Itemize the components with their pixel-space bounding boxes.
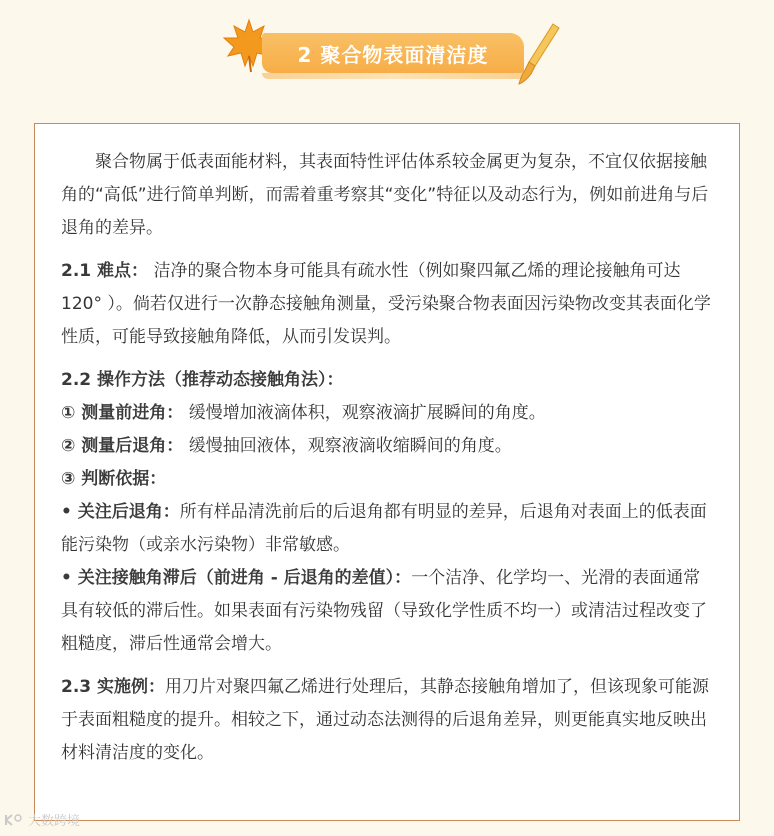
- section-2-3: [61, 671, 717, 770]
- step-2-text: 缓慢抽回液体，观察液滴收缩瞬间的角度。: [183, 436, 512, 456]
- intro-paragraph: 聚合物属于低表面能材料，其表面特性评估体系较金属更为复杂，不宜仅依据接触角的“高低”进行简单判断，而需着重考察其“变化”特征以及动态行为，例如前进角与后退角的差异。: [61, 152, 709, 238]
- section-title-banner: [262, 33, 524, 73]
- section-2-1-label: 2.1 难点：: [61, 261, 149, 281]
- step-2: [61, 430, 717, 463]
- bullet-2-text: 一个洁净、化学均一、光滑的表面通常具有较低的滞后性。如果表面有污染物残留（导致化学性质不均一）或清洁过程改变了粗糙度，滞后性通常会增大。: [61, 568, 707, 654]
- section-2-1: [61, 255, 717, 354]
- content-card: [34, 123, 740, 821]
- section-header: [0, 0, 774, 110]
- section-2-2-heading: 2.2 操作方法（推荐动态接触角法）：: [61, 370, 344, 390]
- step-1-label: ① 测量前进角：: [61, 403, 184, 423]
- bullet-2-label: • 关注接触角滞后（前进角 - 后退角的差值）：: [61, 568, 412, 588]
- bullet-1-label: • 关注后退角：: [61, 502, 180, 522]
- section-title: 2 聚合物表面清洁度: [297, 42, 489, 67]
- bullet-1-text: 所有样品清洗前后的后退角都有明显的差异，后退角对表面上的低表面能污染物（或亲水污染物）非常敏感。: [61, 502, 707, 555]
- bullet-receding-angle: [61, 496, 717, 562]
- step-2-label: ② 测量后退角：: [61, 436, 184, 456]
- section-2-3-text: 用刀片对聚四氟乙烯进行处理后，其静态接触角增加了，但该现象可能源于表面粗糙度的提升。相较之下，通过动态法测得的后退角差异，则更能真实地反映出材料清洁度的变化。: [61, 677, 710, 763]
- watermark-text: 大数跨境: [28, 814, 81, 829]
- step-1: [61, 397, 717, 430]
- bullet-hysteresis: [61, 562, 717, 661]
- step-3-label: ③ 判断依据：: [61, 469, 167, 489]
- paintbrush-icon: [517, 22, 561, 86]
- section-2-3-label: 2.3 实施例：: [61, 677, 166, 697]
- watermark: [4, 810, 80, 829]
- step-1-text: 缓慢增加液滴体积，观察液滴扩展瞬间的角度。: [183, 403, 546, 423]
- watermark-logo-icon: [4, 813, 24, 827]
- section-2-1-text: 洁净的聚合物本身可能具有疏水性（例如聚四氟乙烯的理论接触角可达 120° ）。倘若仅进行一次静态接触角测量，受污染聚合物表面因污染物改变其表面化学性质，可能导致接触角降低，从而引发误判。: [61, 261, 711, 347]
